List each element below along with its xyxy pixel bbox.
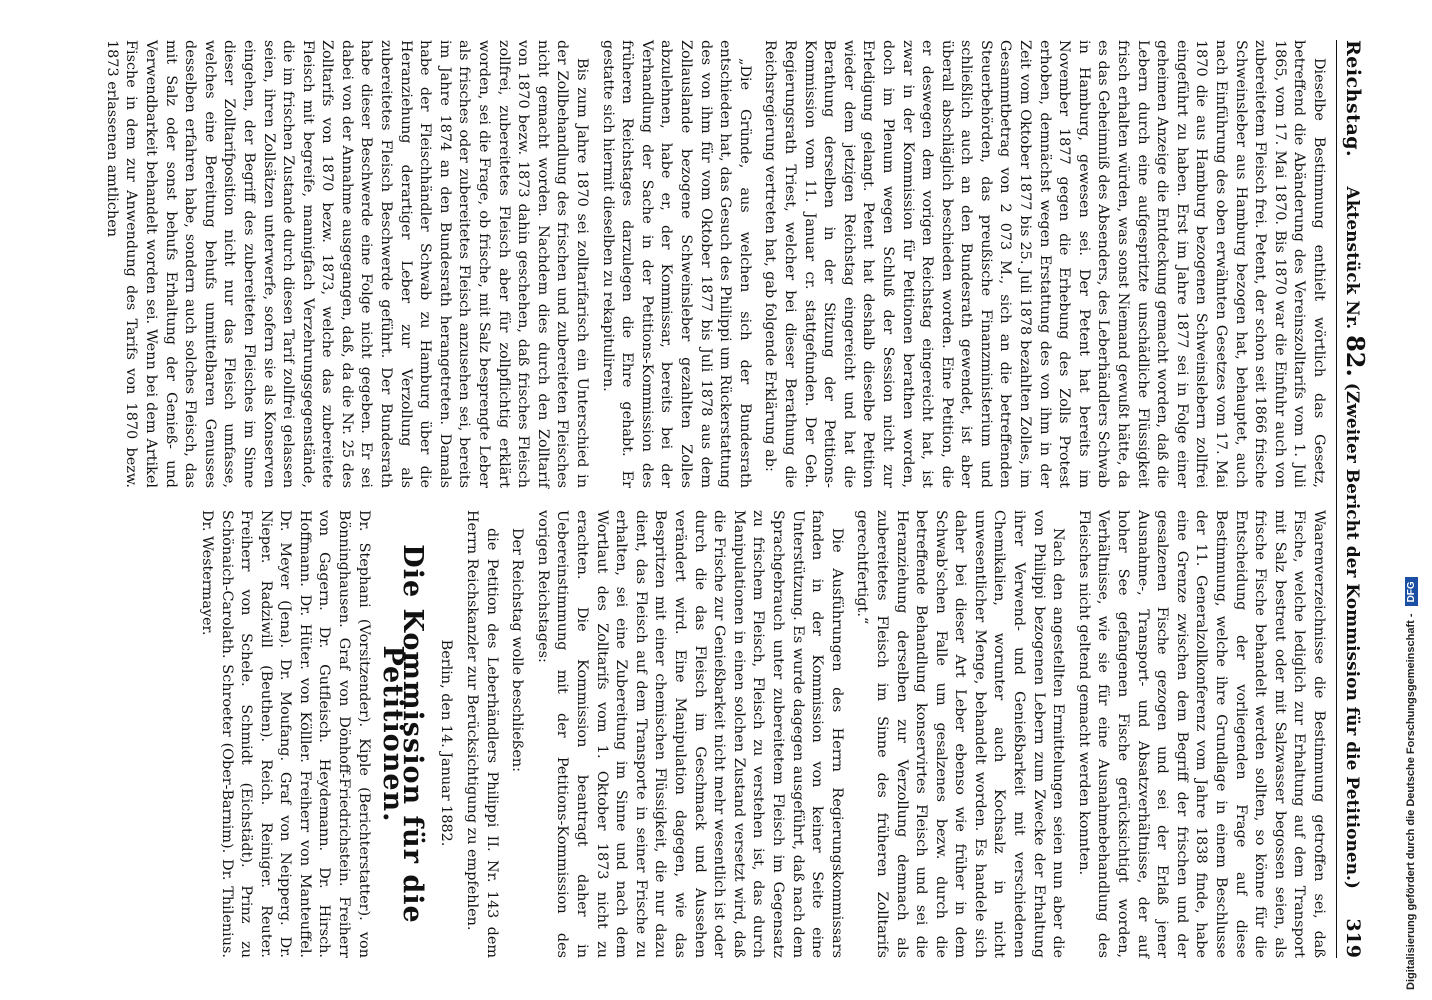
digitization-note [1405, 10, 1418, 990]
header-title [1341, 187, 1370, 889]
header-document-number: 82. [1341, 335, 1370, 377]
paragraph: Nach den angestellten Ermittelungen seien nun aber die von Philippi bezogenen Lebern zum Zwecke der Erhaltung ihrer Verwend- und Genießbarkeit mit verschiedenen Chemikalien, worunter auch Kochsalz in nicht unwesentlicher Menge, behandelt worden. Es handele sich daher bei dieser Art Leber ebenso wie früher in dem Schwab'schen Falle um gesalzenes bezw. durch die betreffende Behandlung konservirtes Fleisch und sei die Heranziehung derselben zur Verzollung demnach als zubereitetes Fleisch im Sinne des früheren Zolltarifs gerechtfertigt.“ [854, 510, 1067, 958]
text-columns [101, 40, 1328, 958]
commission-heading: Die Kommission für die Petitionen. [377, 544, 428, 924]
paragraph: Die Ausführungen des Herrn Regierungskommissars fanden in der Kommission von keiner Seite eine Unterstützung. Es wurde dagegen ausgeführt, daß nach dem Sprachgebrauch unter zubereitetem Fleisch im Gegensatz zu frischem Fleisch, Fleisch zu verstehen ist, das durch Manipulationen in einen solchen Zustand versetzt wird, daß die Frische zur Genießbarkeit nicht mehr wesentlich ist oder durch die das Fleisch im Geschmack und Aussehen verändert wird. Eine Manipulation dagegen, wie das Bespritzen mit einer chemischen Flüssigkeit, die nur dazu dient, das Fleisch auf dem Transporte in seiner Frische zu erhalten, sei eine Zubereitung im Sinne und nach dem Wortlaut des Zolltarifs vom 1. Oktober 1873 nicht zu erachten. Die Kommission beantragt daher in Uebereinstimmung mit der Petitions-Kommission des vorigen Reichstages: [534, 510, 845, 958]
date-line: Berlin, den 14. Januar 1882. [438, 639, 455, 847]
header-suffix: (Zweiter Bericht der Kommission für die Petitionen.) [1342, 382, 1362, 889]
page-number: 319 [1342, 918, 1364, 958]
left-column [101, 40, 1328, 488]
header-left: Reichstag. [1342, 40, 1364, 158]
header-prefix: Aktenstück Nr. [1342, 186, 1362, 330]
paragraph: „Die Gründe, aus welchen sich der Bundesrath entschieden hat, das Gesuch des Philippi um Rückerstattung des von ihm für vom Oktober 1877 bis Juli 1878 aus dem Zollauslande bezogene Schweinsleber gezahlten Zolles abzulehnen, habe er, der Kommissar, bereits bei der Verhandlung der Sache in der Petitions-Kommission des früheren Reichstages darzulegen die Ehre gehabt. Er gestatte sich hiermit dieselben zu rekapituliren. [599, 40, 753, 488]
signatories: Dr. Stephani (Vorsitzender). Kiple (Berichterstatter). von Bönninghausen. Graf von Dönhoff-Friedrichstein. Freiherr von Gagern. Dr. Gutfleisch. Heydemann. Dr. Hirsch. Hoffmann. Dr. Hüter. von Kölller. Freiherr von Manteuffel. Dr. Meyer (Jena). Dr. Moufang. Graf von Neipperg. Dr. Nieper. Radziwill (Beuthen). Reich. Reiniger. Reuter. Freiherr von Schele. Schmidt (Eichstädt). Prinz zu Schönaich-Carolath. Schroeter (Ober-Barnim). Dr. Thilenius. Dr. Westermayer. [198, 510, 372, 958]
paragraph: Bis zum Jahre 1870 sei zolltarifarisch ein Unterschied in der Zollbehandlung des frischen und zubereiteten Fleisches nicht gemacht worden. Nachdem dies durch den Zolltarif von 1870 bezw. 1873 dahin geschehen, daß frisches Fleisch zollfrei, zubereitetes Fleisch aber für zollpflichtig erklärt worden, sei die Frage, ob frische, mit Salz besprengte Leber als frisches oder zubereitetes Fleisch anzusehen sei, bereits im Jahre 1874 an den Bundesrath herangetreten. Damals habe der Fleischhändler Schwab zu Hamburg über die Heranziehung derartiger Leber zur Verzollung als zubereitetes Fleisch Beschwerde geführt. Der Bundesrath habe dieser Beschwerde eine Folge nicht gegeben. Er sei dabei von der Annahme ausgegangen, daß, da die Nr. 25 des Zolltarifs von 1870 bezw. 1873, welche das zubereitete Fleisch mit begreife, mannigfach Verzehrungsgegenstände, die im frischen Zustande durch diesen Tarif zollfrei gelassen seien, ihren Zollsätzen unterwerfe, sofern sie als Konserven eingehen, der Begriff des zubereiteten Fleisches im Sinne dieser Zolltarifposition nicht nur das Fleisch umfasse, welches eine Bereitung behufs unmittelbaren Genusses desselben erfahren habe, sondern auch solches Fleisch, das mit Salz oder sonst behufs Erhaltung der Genieß- und Verwendbarkeit behandelt worden sei. Wenn bei dem Artikel Fische in dem zur Anwendung des Tarifs von 1870 bezw. 1873 erlassenen amtlichen [103, 40, 591, 488]
right-column [101, 510, 1328, 958]
paragraph: Waarenverzeichnisse die Bestimmung getroffen sei, daß Fische, welche lediglich zur Erhaltung auf dem Transport mit Salz bestreut oder mit Salzwasser begossen seien, als frische Fische behandelt werden sollten, so könne für die Entscheidung der vorliegenden Frage auf diese Bestimmung, welche ihre Grundlage in einem Beschlusse der 11. Generalzollkonferenz vom Jahre 1838 finde, habe eine Grenze zwischen dem Begriff der frischen und der gesalzenen Fische gezogen und sei der Erlaß jener Ausnahme-, Transport- und Absatzverhältnisse, der auf hoher See gefangenen Fische gerücksichtigt worden, Verhältnisse, wie sie für eine Ausnahmebehandlung des Fleisches nicht geltend gemacht werden konnten. [1075, 510, 1327, 958]
page-header [1336, 40, 1370, 958]
digitization-text: Digitalisierung gefördert durch die Deutsche Forschungsgemeinschaft - [1405, 613, 1417, 990]
motion-text: die Petition des Leberhändlers Philippi II. Nr. 143 dem Herrn Reichskanzler zur Berücksichtigung zu empfehlen. [464, 510, 500, 958]
dfg-logo: DFG [1405, 577, 1418, 606]
paragraph: Dieselbe Bestimmung enthielt wörtlich das Gesetz, betreffend die Abänderung des Vereinszolltarifs vom 1. Juli 1865, vom 17. Mai 1870. Bis 1870 war die Einfuhr auch von zubereitetem Fleisch frei. Petent, der schon seit 1866 frische Schweinsleber aus Hamburg bezogen hat, behauptet, auch nach Einführung des oben erwähnten Gesetzes vom 17. Mai 1870 die aus Hamburg bezogenen Schweinslebern zollfrei eingeführt zu haben. Erst im Jahre 1877 sei in Folge einer geheimen Anzeige die Entdeckung gemacht worden, daß die Lebern durch eine aufgespritzte unschädliche Flüssigkeit frisch erhalten würden, was sonst Niemand gewußt hätte, da es das Geheimniß des Absenders, des Leberhändlers Schwab in Hamburg, gewesen sei. Der Petent hat bereits im November 1877 gegen die Erhebung des Zolls Protest erhoben, demnächst wegen Erstattung des von ihm in der Zeit vom Oktober 1877 bis 25. Juli 1878 bezahlten Zolles, im Gesammtbetrag von 2 073 M., sich an die betreffenden Steuerbehörden, das preußische Finanzministerium und schließlich auch an den Bundesrath gewendet, ist aber überall abschläglich beschieden worden. Eine Petition, die er deswegen dem vorigen Reichstag eingereicht hat, ist zwar in der Kommission für Petitionen berathen worden, doch im Plenum wegen Schluß der Session nicht zur Erledigung gelangt. Petent hat deshalb dieselbe Petition wieder dem jetzigen Reichstag eingereicht und hat die Berathung derselben in der Sitzung der Petitions-Kommission vom 11. Januar cr. stattgefunden. Der Geh. Regierungsrath Triest, welcher bei dieser Berathung die Reichsregierung vertreten hat, gab folgende Erklärung ab: [762, 40, 1327, 488]
motion-intro: Der Reichstag wolle beschließen: [509, 528, 526, 773]
